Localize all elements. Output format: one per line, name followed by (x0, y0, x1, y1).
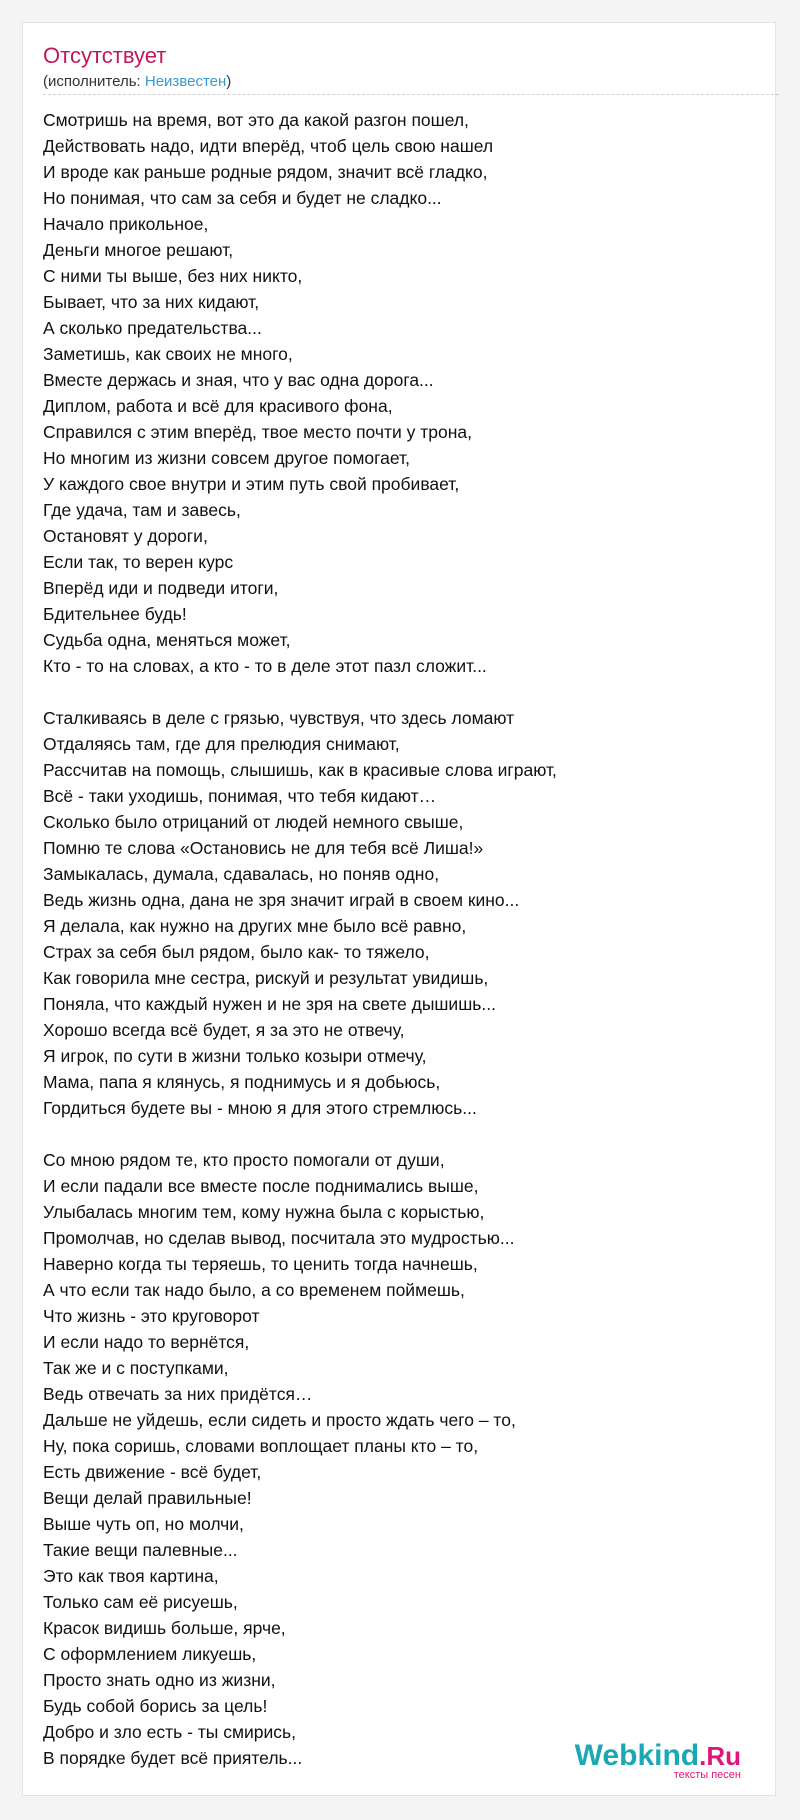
lyrics-line: Начало прикольное, (43, 214, 209, 234)
lyrics-line: Поняла, что каждый нужен и не зря на свете дышишь... (43, 994, 496, 1014)
performer-suffix: ) (226, 73, 232, 90)
lyrics-text (43, 107, 783, 1771)
lyrics-line: Справился с этим вперёд, твое место почти у трона, (43, 422, 473, 442)
lyrics-line: Наверно когда ты теряешь, то ценить тогда начнешь, (43, 1254, 478, 1274)
lyrics-line: Рассчитав на помощь, слышишь, как в красивые слова играют, (43, 760, 557, 780)
logo-tld: .Ru (699, 1741, 741, 1771)
lyrics-line: Если так, то верен курс (43, 552, 234, 572)
lyrics-line: Всё - таки уходишь, понимая, что тебя кидают… (43, 786, 437, 806)
lyrics-line: И если надо то вернётся, (43, 1332, 250, 1352)
lyrics-line: У каждого свое внутри и этим путь свой пробивает, (43, 474, 460, 494)
lyrics-line: Как говорила мне сестра, рискуй и результат увидишь, (43, 968, 489, 988)
lyrics-line: Сколько было отрицаний от людей немного свыше, (43, 812, 464, 832)
lyrics-line: Ну, пока соришь, словами воплощает планы кто – то, (43, 1436, 479, 1456)
lyrics-line: А что если так надо было, а со временем поймешь, (43, 1280, 465, 1300)
lyrics-line: Деньги многое решают, (43, 240, 234, 260)
lyrics-line: Есть движение - всё будет, (43, 1462, 262, 1482)
lyrics-stanza (43, 705, 783, 1121)
performer-prefix: (исполнитель: (43, 73, 145, 90)
lyrics-line: Красок видишь больше, ярче, (43, 1618, 286, 1638)
lyrics-line: Страх за себя был рядом, было как- то тяжело, (43, 942, 430, 962)
lyrics-line: Замыкалась, думала, сдавалась, но поняв одно, (43, 864, 440, 884)
logo-wordmark (575, 1740, 741, 1772)
lyrics-line: Что жизнь - это круговорот (43, 1306, 260, 1326)
lyrics-line: Бывает, что за них кидают, (43, 292, 260, 312)
performer-line (43, 73, 231, 91)
lyrics-line: Гордиться будете вы - мною я для этого стремлюсь... (43, 1098, 477, 1118)
lyrics-line: Ведь отвечать за них придётся… (43, 1384, 313, 1404)
lyrics-line: Дальше не уйдешь, если сидеть и просто ждать чего – то, (43, 1410, 516, 1430)
lyrics-line: Но понимая, что сам за себя и будет не сладко... (43, 188, 442, 208)
lyrics-line: А сколько предательства... (43, 318, 262, 338)
lyrics-line: Такие вещи палевные... (43, 1540, 238, 1560)
lyrics-line: Со мною рядом те, кто просто помогали от души, (43, 1150, 445, 1170)
lyrics-line: Остановят у дороги, (43, 526, 208, 546)
lyrics-line: Я игрок, по сути в жизни только козыри отмечу, (43, 1046, 427, 1066)
lyrics-stanza (43, 1147, 783, 1771)
lyrics-card (22, 22, 776, 1796)
site-logo[interactable] (575, 1740, 741, 1781)
lyrics-line: Только сам её рисуешь, (43, 1592, 238, 1612)
lyrics-line: Промолчав, но сделав вывод, посчитала это мудростью... (43, 1228, 515, 1248)
logo-brand: Webkind (574, 1739, 700, 1772)
lyrics-line: Диплом, работа и всё для красивого фона, (43, 396, 393, 416)
lyrics-line: Судьба одна, меняться может, (43, 630, 291, 650)
lyrics-stanza (43, 107, 783, 679)
lyrics-line: Хорошо всегда всё будет, я за это не отвечу, (43, 1020, 405, 1040)
lyrics-line: Вместе держась и зная, что у вас одна дорога... (43, 370, 434, 390)
lyrics-line: Это как твоя картина, (43, 1566, 219, 1586)
lyrics-line: Отдаляясь там, где для прелюдия снимают, (43, 734, 400, 754)
lyrics-line: И вроде как раньше родные рядом, значит всё гладко, (43, 162, 488, 182)
lyrics-line: Выше чуть оп, но молчи, (43, 1514, 244, 1534)
lyrics-line: Вперёд иди и подведи итоги, (43, 578, 279, 598)
lyrics-line: Сталкиваясь в деле с грязью, чувствуя, что здесь ломают (43, 708, 515, 728)
lyrics-line: Кто - то на словах, а кто - то в деле этот пазл сложит... (43, 656, 487, 676)
lyrics-line: Будь собой борись за цель! (43, 1696, 268, 1716)
lyrics-line: Так же и с поступками, (43, 1358, 229, 1378)
lyrics-line: Мама, папа я клянусь, я поднимусь и я добьюсь, (43, 1072, 441, 1092)
lyrics-line: Просто знать одно из жизни, (43, 1670, 276, 1690)
lyrics-line: Заметишь, как своих не много, (43, 344, 293, 364)
song-title: Отсутствует (43, 43, 167, 68)
lyrics-line: С ними ты выше, без них никто, (43, 266, 303, 286)
lyrics-line: Действовать надо, идти вперёд, чтоб цель свою нашел (43, 136, 494, 156)
logo-tagline: тексты песен (673, 1769, 741, 1781)
lyrics-line: Бдительнее будь! (43, 604, 187, 624)
lyrics-line: С оформлением ликуешь, (43, 1644, 257, 1664)
lyrics-line: Я делала, как нужно на других мне было всё равно, (43, 916, 467, 936)
lyrics-line: Улыбалась многим тем, кому нужна была с корыстью, (43, 1202, 485, 1222)
lyrics-line: И если падали все вместе после поднимались выше, (43, 1176, 479, 1196)
lyrics-line: Помню те слова «Остановись не для тебя всё Лиша!» (43, 838, 484, 858)
lyrics-line: Вещи делай правильные! (43, 1488, 252, 1508)
lyrics-line: Смотришь на время, вот это да какой разгон пошел, (43, 110, 469, 130)
lyrics-line: Ведь жизнь одна, дана не зря значит играй в своем кино... (43, 890, 520, 910)
lyrics-line: Но многим из жизни совсем другое помогает, (43, 448, 410, 468)
title-divider (43, 94, 779, 95)
performer-link[interactable]: Неизвестен (144, 73, 227, 90)
lyrics-line: Добро и зло есть - ты смирись, (43, 1722, 297, 1742)
lyrics-line: Где удача, там и завесь, (43, 500, 241, 520)
lyrics-line: В порядке будет всё приятель... (43, 1748, 303, 1768)
